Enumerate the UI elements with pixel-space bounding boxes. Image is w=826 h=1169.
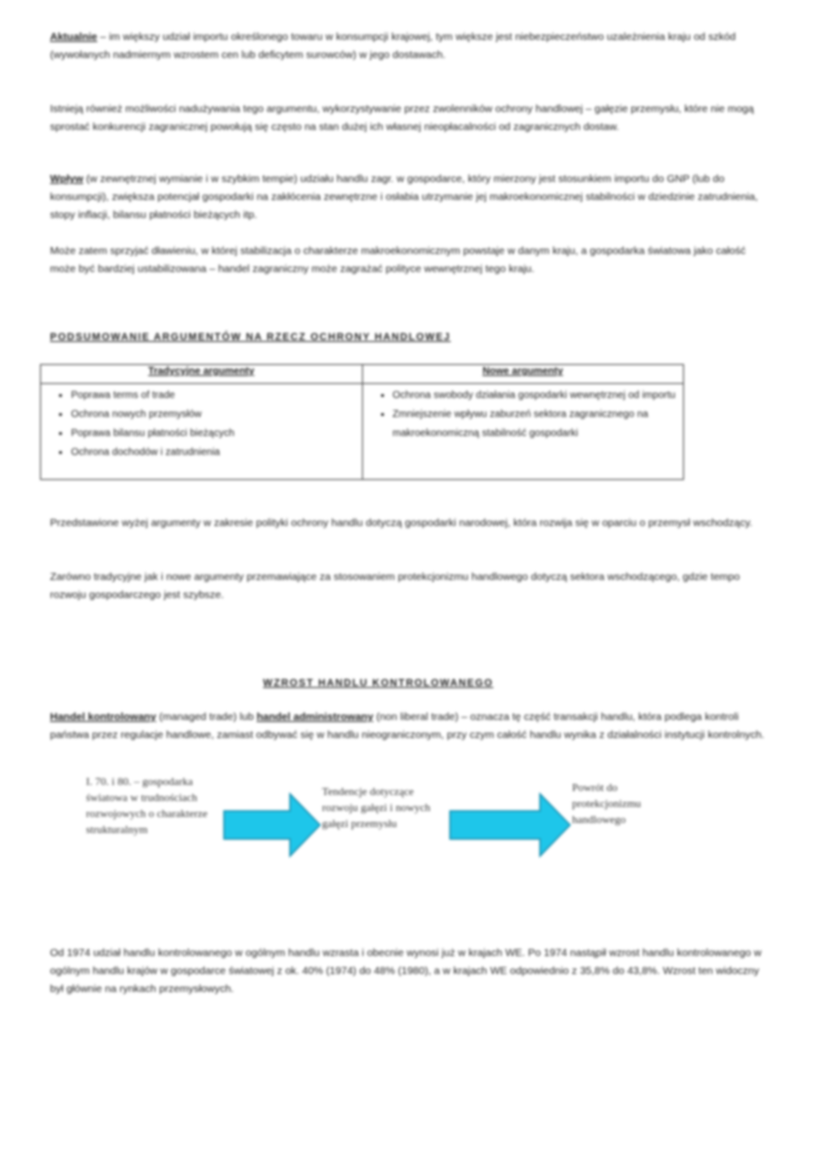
flow-arrow-2-shape [450,794,570,856]
paragraph-1-lead: Aktualnie [50,31,98,43]
flow-box-3: Powrót do protekcjonizmu handlowego [572,782,642,826]
paragraph-1-text: – im większy udział importu określonego towaru w konsumpcji krajowej, tym większe jest niebezpieczeństwo uzależnienia kraju od szkód (wywołanych nadmiernym wzrostem cen lub deficytem surowców) w jego dostawach. [50,31,736,61]
paragraph-3 [50,170,772,224]
list-item: • Ochrona nowych przemysłów [71,405,358,424]
flow-arrow-1-icon [222,792,322,858]
new-arguments-list [367,386,680,443]
paragraph-6: Zarówno tradycyjne jak i nowe argumenty przemawiające za stosowaniem protekcjonizmu handlowego dotyczą sektora wschodzącego, gdzie tempo rozwoju gospodarczego jest szybsze. [50,571,740,601]
paragraph-3-lead: Wpływ [50,173,84,185]
paragraph-7-rest: (non liberal trade) – oznacza tę część transakcji handlu, która podlega kontroli państwa przez regulacje handlowe, zamiast odbywać się w handlu nieograniczonym, przy czym całość handlu wynika z działalności instytucji kontrolnych. [50,711,765,741]
list-item: • Poprawa terms of trade [71,386,358,405]
list-item: • Ochrona swobody działania gospodarki wewnętrznej od importu [393,386,680,405]
term-administered-trade: handel administrowany [256,711,374,723]
paragraph-3-text: (w zewnętrznej wymianie i w szybkim tempie) udziału handlu zagr. w gospodarce, który mierzony jest stosunkiem importu do GNP (lub do konsumpcji), zwiększa potencjał gospodarki na zakłócenia zewnętrzne i osłabia utrzymanie jej makroekonomicznej stabilności w dziedzinie zatrudnienia, stopy inflacji, bilansu płatności bieżących itp. [50,173,758,221]
section-heading-arguments: PODSUMOWANIE ARGUMENTÓW NA RZECZ OCHRONY HANDLOWEJ [50,332,451,343]
paragraph-1 [50,28,772,64]
paragraph-2: Istnieją również możliwości nadużywania tego argumentu, wykorzystywanie przez zwolenników ochrony handlowej – gałęzie przemysłu, które nie mogą sprostać konkurencji zagranicznej powołują się często na stan dużej ich własnej nieopłacalności od zagranicznych dostaw. [50,103,754,133]
arguments-table [40,364,684,480]
table-header-new: Nowe argumenty [362,365,684,384]
flow-box-2: Tendencje dotyczące rozwoju gałęzi i nowych gałęzi przemysłu [322,786,431,830]
paragraph-5: Przedstawione wyżej argumenty w zakresie polityki ochrony handlu dotyczą gospodarki narodowej, która rozwija się w oparciu o przemysł wschodzący. [50,517,753,529]
flow-arrow-2-icon [448,792,572,858]
paragraph-7 [50,708,772,744]
list-item: • Ochrona dochodów i zatrudnienia [71,443,358,462]
table-header-traditional: Tradycyjne argumenty [41,365,363,384]
paragraph-4: Może zatem sprzyjać dławieniu, w której stabilizacja o charakterze makroekonomicznym powstaje w danym kraju, a gospodarka światowa jako całość może być bardziej ustabilizowana – handel zagraniczny może zagrażać polityce wewnętrznej tego kraju. [50,245,746,275]
list-item: • Zmniejszenie wpływu zaburzeń sektora zagranicznego na makroekonomiczną stabilność gospodarki [393,405,680,443]
section-heading-managed-trade: WZROST HANDLU KONTROLOWANEGO [263,678,494,689]
table-cell-traditional [41,384,363,480]
term-managed-trade: Handel kontrolowany [50,711,157,723]
flow-box-1: I. 70. i 80. – gospodarka światowa w trudnościach rozwojowych o charakterze strukturalnym [86,776,208,836]
flow-arrow-1-shape [224,794,320,856]
table-cell-new [362,384,684,480]
paragraph-8: Od 1974 udział handlu kontrolowanego w ogólnym handlu wzrasta i obecnie wynosi już w krajach WE. Po 1974 nastąpił wzrost handlu kontrolowanego w ogólnym handlu krajów w gospodarce światowej z ok. 40% (1974) do 48% (1980), a w krajach WE odpowiednio z 35,8% do 43,8%. Wzrost ten widoczny był głównie na rynkach przemysłowych. [50,947,762,995]
traditional-arguments-list [45,386,358,462]
paragraph-7-mid: (managed trade) lub [156,711,257,723]
list-item: • Poprawa bilansu płatności bieżących [71,424,358,443]
